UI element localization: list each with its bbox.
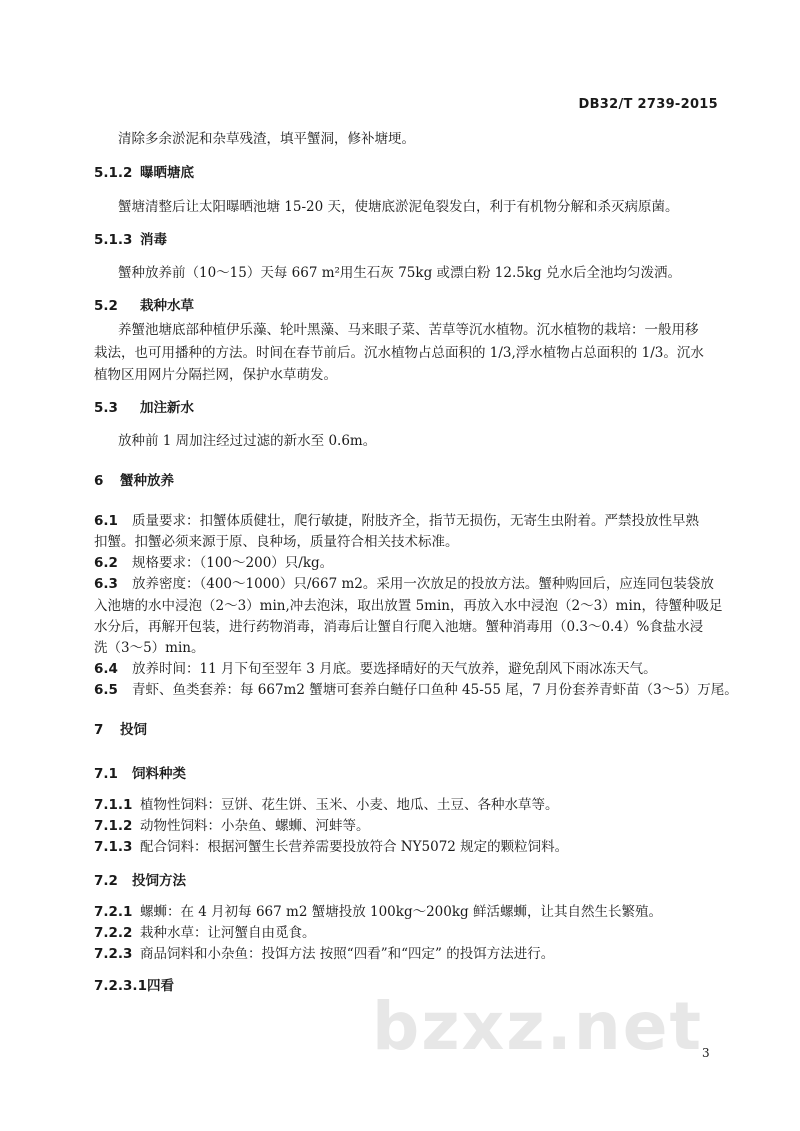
section-number: 7.1 xyxy=(94,766,118,782)
item-number: 7.2.3 xyxy=(94,946,133,962)
item-text: 规格要求：（100～200）只/kg。 xyxy=(132,555,334,571)
section-number: 5.2 xyxy=(94,298,118,314)
item-text: 动物性饲料：小杂鱼、螺蛳、河蚌等。 xyxy=(140,818,370,834)
section-title: 投饲方法 xyxy=(132,873,186,889)
item-number: 7.2.1 xyxy=(94,904,133,920)
section-title: 栽种水草 xyxy=(140,298,194,314)
section-heading-7-2-3-1 xyxy=(94,978,174,994)
item-number: 7.1.3 xyxy=(94,839,133,855)
list-item-6-2 xyxy=(94,555,333,571)
section-title: 饲料种类 xyxy=(132,766,186,782)
item-text: 放养时间：11 月下旬至翌年 3 月底。要选择晴好的天气放养，避免刮风下雨冰冻天气。 xyxy=(132,661,657,677)
item-number: 6.2 xyxy=(94,555,118,571)
item-text: 配合饲料：根据河蟹生长营养需要投放符合 NY5072 规定的颗粒饲料。 xyxy=(140,839,569,855)
list-item-6-1 xyxy=(94,513,699,529)
section-heading-5-1-2 xyxy=(94,165,194,181)
paragraph-line: 养蟹池塘底部种植伊乐藻、轮叶黑藻、马来眼子菜、苦草等沉水植物。沉水植物的栽培：一般用移 xyxy=(118,322,699,338)
paragraph-line: 清除多余淤泥和杂草残渣，填平蟹洞，修补塘埂。 xyxy=(118,131,415,147)
paragraph-line: 放种前 1 周加注经过过滤的新水至 0.6m。 xyxy=(118,433,377,449)
section-number: 7.2.3.1 xyxy=(94,978,147,994)
item-number: 7.1.1 xyxy=(94,797,133,813)
paragraph-line: 蟹种放养前（10～15）天每 667 m²用生石灰 75kg 或漂白粉 12.5kg 兑水后全池均匀泼洒。 xyxy=(118,265,681,281)
section-heading-5-3 xyxy=(94,400,194,416)
document-code: DB32/T 2739-2015 xyxy=(578,97,718,112)
section-number: 6 xyxy=(94,473,104,489)
item-text: 青虾、鱼类套养：每 667m2 蟹塘可套养白鲢仔口鱼种 45-55 尾，7 月份套养青虾苗（3～5）万尾。 xyxy=(132,682,738,698)
page-number: 3 xyxy=(702,1046,710,1060)
paragraph-line: 蟹塘清整后让太阳曝晒池塘 15-20 天，使塘底淤泥龟裂发白，利于有机物分解和杀灭病原菌。 xyxy=(118,199,679,215)
section-heading-7-1 xyxy=(94,766,186,782)
paragraph-line: 洗（3～5）min。 xyxy=(94,640,205,656)
section-title: 加注新水 xyxy=(140,400,194,416)
list-item-7-1-1 xyxy=(94,797,559,813)
list-item-6-5 xyxy=(94,682,738,698)
watermark-logo: bzxz.net xyxy=(372,988,704,1065)
section-title: 投饲 xyxy=(120,722,147,738)
item-number: 6.5 xyxy=(94,682,118,698)
list-item-7-1-3 xyxy=(94,839,568,855)
item-number: 7.1.2 xyxy=(94,818,133,834)
section-title: 曝晒塘底 xyxy=(140,165,194,181)
section-number: 7 xyxy=(94,722,104,738)
item-number: 6.3 xyxy=(94,576,118,592)
section-number: 5.1.2 xyxy=(94,165,133,181)
item-text: 植物性饲料：豆饼、花生饼、玉米、小麦、地瓜、土豆、各种水草等。 xyxy=(140,797,559,813)
section-title: 消毒 xyxy=(140,232,167,248)
item-number: 6.1 xyxy=(94,513,118,529)
paragraph-line: 水分后，再解开包装，进行药物消毒，消毒后让蟹自行爬入池塘。蟹种消毒用（0.3～0.4）%食盐水浸 xyxy=(94,619,704,635)
section-number: 7.2 xyxy=(94,873,118,889)
paragraph-line: 植物区用网片分隔拦网，保护水草萌发。 xyxy=(94,367,337,383)
list-item-6-3 xyxy=(94,576,714,592)
item-text: 商品饲料和小杂鱼：投饵方法 按照“四看”和“四定” 的投饵方法进行。 xyxy=(140,946,555,962)
section-number: 5.3 xyxy=(94,400,118,416)
item-text: 质量要求：扣蟹体质健壮，爬行敏捷，附肢齐全，指节无损伤，无寄生虫附着。严禁投放性早熟 xyxy=(132,513,699,529)
item-number: 6.4 xyxy=(94,661,118,677)
section-number: 5.1.3 xyxy=(94,232,133,248)
list-item-7-2-1 xyxy=(94,904,662,920)
section-title: 四看 xyxy=(146,978,174,994)
item-text: 放养密度：（400～1000）只/667 m2。采用一次放足的投放方法。蟹种购回后，应连同包装袋放 xyxy=(132,576,714,592)
list-item-7-1-2 xyxy=(94,818,370,834)
paragraph-line: 扣蟹。扣蟹必须来源于原、良种场，质量符合相关技术标准。 xyxy=(94,534,459,550)
paragraph-line: 栽法，也可用播种的方法。时间在春节前后。沉水植物占总面积的 1/3,浮水植物占总面积的 1/3。沉水 xyxy=(94,345,704,361)
section-heading-7 xyxy=(94,722,147,738)
section-heading-5-2 xyxy=(94,298,194,314)
item-number: 7.2.2 xyxy=(94,925,133,941)
section-heading-7-2 xyxy=(94,873,186,889)
section-heading-6 xyxy=(94,473,174,489)
item-text: 栽种水草：让河蟹自由觅食。 xyxy=(140,925,316,941)
list-item-7-2-2 xyxy=(94,925,316,941)
paragraph-line: 入池塘的水中浸泡（2～3）min,冲去泡沫，取出放置 5min，再放入水中浸泡（2～3）min，待蟹种吸足 xyxy=(94,598,723,614)
item-text: 螺蛳：在 4 月初每 667 m2 蟹塘投放 100kg～200kg 鲜活螺蛳，让其自然生长繁殖。 xyxy=(140,904,662,920)
list-item-6-4 xyxy=(94,661,657,677)
section-heading-5-1-3 xyxy=(94,232,167,248)
section-title: 蟹种放养 xyxy=(120,473,174,489)
list-item-7-2-3 xyxy=(94,946,554,962)
